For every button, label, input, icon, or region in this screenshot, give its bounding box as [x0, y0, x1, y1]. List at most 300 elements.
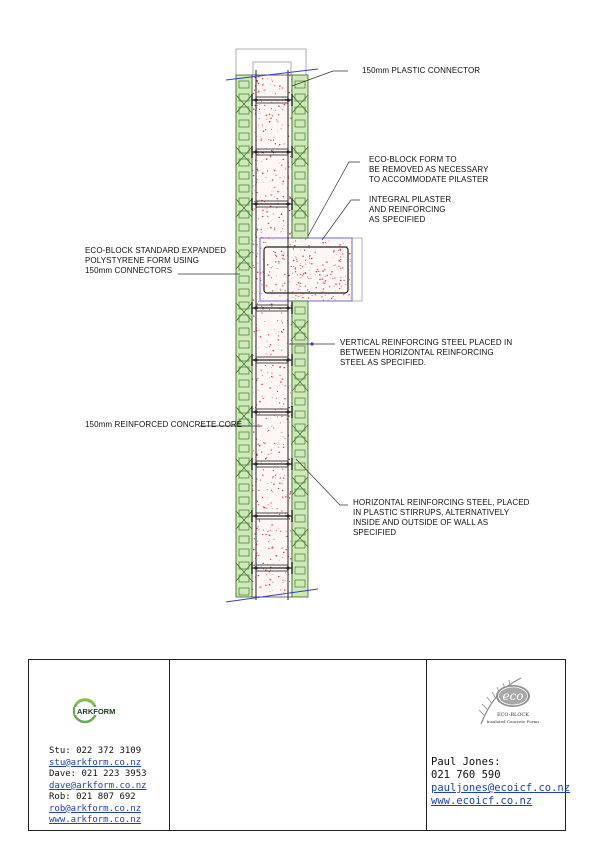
- speckle: [349, 294, 350, 295]
- speckle: [253, 108, 255, 110]
- speckle: [268, 139, 269, 140]
- speckle: [262, 309, 263, 310]
- speckle: [280, 289, 281, 290]
- speckle: [350, 259, 351, 260]
- speckle: [257, 378, 258, 379]
- speckle: [279, 483, 280, 484]
- speckle: [274, 229, 275, 230]
- speckle: [311, 263, 313, 265]
- speckle: [289, 281, 290, 282]
- speckle: [298, 282, 300, 284]
- speckle: [259, 519, 260, 520]
- contact-phone: Dave: 021 223 3953: [49, 769, 147, 779]
- speckle: [271, 129, 272, 130]
- speckle: [270, 156, 271, 157]
- speckle: [258, 92, 259, 93]
- speckle: [281, 251, 283, 253]
- speckle: [290, 386, 291, 387]
- speckle: [258, 526, 259, 527]
- speckle: [308, 245, 309, 246]
- speckle: [279, 144, 280, 145]
- speckle: [271, 373, 272, 374]
- speckle: [257, 169, 258, 170]
- speckle: [258, 153, 259, 154]
- speckle: [277, 508, 278, 509]
- speckle: [281, 462, 282, 463]
- speckle: [283, 104, 284, 105]
- speckle: [285, 580, 286, 581]
- speckle: [307, 289, 308, 290]
- speckle: [253, 431, 255, 433]
- speckle: [267, 498, 268, 499]
- speckle: [271, 80, 272, 81]
- speckle: [282, 88, 283, 89]
- speckle: [259, 109, 260, 110]
- speckle: [274, 443, 275, 444]
- speckle: [300, 292, 301, 293]
- speckle: [325, 276, 326, 277]
- speckle: [343, 280, 344, 281]
- speckle: [263, 530, 264, 531]
- speckle: [334, 286, 335, 287]
- speckle: [261, 463, 262, 464]
- speckle: [283, 592, 284, 593]
- eps-panel-right-upper: [292, 75, 308, 238]
- speckle: [253, 315, 254, 316]
- speckle: [261, 566, 262, 567]
- speckle: [276, 398, 277, 399]
- speckle: [324, 283, 325, 284]
- speckle: [256, 553, 257, 554]
- speckle: [350, 298, 351, 299]
- speckle: [282, 421, 283, 422]
- speckle: [332, 297, 333, 298]
- speckle: [267, 216, 268, 217]
- speckle: [301, 263, 302, 264]
- speckle: [264, 109, 265, 110]
- speckle: [276, 256, 277, 257]
- speckle: [281, 547, 282, 548]
- speckle: [266, 457, 267, 458]
- speckle: [289, 198, 290, 199]
- speckle: [277, 320, 278, 321]
- speckle: [308, 297, 309, 298]
- speckle: [340, 256, 341, 257]
- speckle: [278, 447, 279, 448]
- speckle: [295, 295, 296, 296]
- speckle: [265, 534, 266, 535]
- speckle: [342, 241, 343, 242]
- leader-ecoblock-removed: [308, 162, 360, 236]
- speckle: [325, 242, 326, 243]
- speckle: [277, 121, 278, 122]
- speckle: [275, 143, 276, 144]
- speckle: [254, 331, 255, 332]
- speckle: [271, 502, 272, 503]
- speckle: [275, 284, 276, 285]
- speckle: [269, 114, 271, 116]
- speckle: [265, 365, 266, 366]
- speckle: [262, 84, 263, 85]
- speckle: [266, 353, 267, 354]
- speckle: [295, 256, 296, 257]
- speckle: [290, 305, 291, 306]
- speckle: [295, 257, 296, 258]
- speckle: [329, 267, 330, 268]
- speckle: [252, 581, 253, 582]
- speckle: [345, 284, 346, 285]
- speckle: [290, 558, 291, 559]
- speckle: [340, 268, 341, 269]
- speckle: [283, 220, 284, 221]
- speckle: [282, 228, 283, 229]
- speckle: [267, 78, 268, 79]
- speckle: [277, 268, 278, 269]
- speckle: [282, 285, 283, 286]
- contact-link[interactable]: rob@arkform.co.nz: [49, 803, 142, 814]
- speckle: [291, 521, 292, 522]
- speckle: [257, 161, 258, 162]
- speckle: [272, 547, 274, 549]
- speckle: [269, 571, 270, 572]
- speckle: [253, 93, 255, 95]
- speckle: [271, 367, 272, 368]
- speckle: [257, 271, 259, 273]
- speckle: [273, 483, 275, 485]
- speckle: [315, 275, 316, 276]
- speckle: [253, 408, 254, 409]
- speckle: [309, 262, 310, 263]
- speckle: [253, 549, 255, 551]
- speckle: [336, 254, 337, 255]
- speckle: [350, 273, 351, 274]
- speckle: [339, 283, 340, 284]
- speckle: [300, 265, 301, 266]
- label-line: HORIZONTAL REINFORCING STEEL, PLACED: [353, 498, 530, 507]
- speckle: [258, 575, 259, 576]
- speckle: [322, 242, 324, 244]
- speckle: [283, 253, 284, 254]
- speckle: [262, 534, 263, 535]
- speckle: [284, 283, 285, 284]
- speckle: [259, 401, 261, 403]
- speckle: [259, 111, 260, 112]
- speckle: [278, 146, 279, 147]
- speckle: [276, 75, 277, 76]
- speckle: [292, 273, 293, 274]
- speckle: [288, 125, 289, 126]
- speckle: [267, 489, 268, 490]
- speckle: [281, 510, 282, 511]
- speckle: [350, 284, 351, 285]
- speckle: [277, 131, 278, 132]
- speckle: [305, 286, 306, 287]
- speckle: [307, 276, 308, 277]
- speckle: [281, 213, 282, 214]
- speckle: [277, 391, 278, 392]
- speckle: [300, 286, 301, 287]
- speckle: [261, 551, 262, 552]
- speckle: [289, 497, 290, 498]
- speckle: [262, 126, 263, 127]
- speckle: [340, 259, 341, 260]
- speckle: [284, 590, 285, 591]
- eco-contact: [431, 756, 570, 808]
- speckle: [273, 470, 274, 471]
- speckle: [270, 579, 271, 580]
- speckle: [261, 451, 262, 452]
- speckle: [259, 413, 260, 414]
- speckle: [258, 90, 259, 91]
- speckle: [274, 329, 275, 330]
- speckle: [288, 575, 289, 576]
- speckle: [253, 564, 255, 566]
- speckle: [288, 407, 290, 409]
- speckle: [254, 90, 255, 91]
- speckle: [271, 449, 272, 450]
- speckle: [274, 137, 275, 138]
- speckle: [290, 118, 291, 119]
- speckle: [258, 83, 259, 84]
- speckle: [261, 161, 262, 162]
- contact-website-link[interactable]: www.ecoicf.co.nz: [431, 795, 533, 807]
- speckle: [322, 279, 323, 280]
- speckle: [270, 121, 271, 122]
- speckle: [261, 229, 262, 230]
- speckle: [279, 163, 280, 164]
- speckle: [257, 201, 258, 202]
- speckle: [268, 534, 269, 535]
- speckle: [272, 365, 273, 366]
- speckle: [267, 208, 268, 209]
- speckle: [258, 424, 259, 425]
- speckle: [281, 416, 282, 417]
- speckle: [286, 531, 287, 532]
- speckle: [325, 280, 326, 281]
- speckle: [280, 531, 281, 532]
- speckle: [286, 536, 287, 537]
- speckle: [284, 475, 285, 476]
- speckle: [276, 530, 277, 531]
- speckle: [282, 384, 283, 385]
- speckle: [301, 241, 302, 242]
- speckle: [254, 77, 255, 78]
- speckle: [257, 541, 258, 542]
- speckle: [342, 254, 343, 255]
- speckle: [289, 422, 290, 423]
- speckle: [254, 190, 255, 191]
- speckle: [298, 296, 299, 297]
- speckle: [259, 426, 260, 427]
- speckle: [258, 330, 259, 331]
- speckle: [272, 590, 273, 591]
- speckle: [257, 105, 258, 106]
- speckle: [279, 444, 280, 445]
- label-line: VERTICAL REINFORCING STEEL PLACED IN: [340, 338, 513, 347]
- speckle: [270, 527, 271, 528]
- speckle: [261, 312, 262, 313]
- speckle: [274, 197, 275, 198]
- speckle: [253, 299, 254, 300]
- speckle: [259, 105, 260, 106]
- speckle: [267, 170, 268, 171]
- speckle: [254, 423, 255, 424]
- speckle: [323, 264, 324, 265]
- speckle: [282, 125, 283, 126]
- speckle: [282, 184, 283, 185]
- speckle: [267, 341, 268, 342]
- speckle: [311, 278, 312, 279]
- speckle: [276, 207, 277, 208]
- speckle: [309, 258, 310, 259]
- speckle: [340, 267, 341, 268]
- speckle: [280, 290, 281, 291]
- speckle: [258, 390, 259, 391]
- speckle: [265, 129, 266, 130]
- speckle: [280, 107, 281, 108]
- contact-email-link[interactable]: pauljones@ecoicf.co.nz: [431, 782, 571, 794]
- speckle: [323, 288, 324, 289]
- speckle: [253, 364, 254, 365]
- label-line: STEEL AS SPECIFIED.: [340, 358, 427, 367]
- speckle: [283, 477, 284, 478]
- label-line: 150mm CONNECTORS: [85, 266, 173, 275]
- speckle: [282, 254, 283, 255]
- contact-link[interactable]: www.arkform.co.nz: [49, 815, 142, 825]
- speckle: [332, 257, 333, 258]
- speckle: [259, 118, 260, 119]
- speckle: [315, 294, 316, 295]
- speckle: [271, 482, 272, 483]
- speckle: [300, 277, 301, 278]
- speckle: [278, 528, 279, 529]
- eps-panel-right-lower: [292, 301, 308, 597]
- speckle: [290, 156, 291, 157]
- speckle: [259, 450, 260, 451]
- speckle: [259, 529, 260, 530]
- speckle: [270, 181, 271, 182]
- speckle: [257, 170, 258, 171]
- speckle: [267, 132, 268, 133]
- speckle: [299, 286, 300, 287]
- speckle: [263, 259, 264, 260]
- speckle: [268, 541, 269, 542]
- speckle: [257, 160, 258, 161]
- speckle: [273, 140, 274, 141]
- speckle: [271, 228, 272, 229]
- speckle: [271, 426, 272, 427]
- speckle: [285, 293, 286, 294]
- speckle: [253, 175, 254, 176]
- speckle: [303, 293, 304, 294]
- speckle: [350, 261, 351, 262]
- speckle: [261, 284, 262, 285]
- speckle: [254, 534, 255, 535]
- speckle: [344, 293, 345, 294]
- speckle: [265, 584, 266, 585]
- speckle: [333, 250, 334, 251]
- speckle: [317, 269, 318, 270]
- speckle: [276, 289, 277, 290]
- speckle: [302, 255, 304, 257]
- speckle: [305, 260, 306, 261]
- label-line: AND REINFORCING: [369, 205, 446, 214]
- speckle: [322, 291, 324, 293]
- speckle: [283, 196, 285, 198]
- speckle: [268, 334, 269, 335]
- speckle: [300, 250, 301, 251]
- speckle: [278, 331, 279, 332]
- speckle: [319, 279, 321, 281]
- speckle: [262, 272, 263, 273]
- speckle: [285, 589, 286, 590]
- speckle: [285, 290, 286, 291]
- speckle: [269, 539, 270, 540]
- speckle: [273, 350, 275, 352]
- title-block-divider: [169, 660, 170, 830]
- speckle: [280, 231, 281, 232]
- speckle: [293, 266, 294, 267]
- speckle: [279, 560, 280, 561]
- speckle: [273, 150, 274, 151]
- speckle: [292, 293, 293, 294]
- speckle: [276, 275, 277, 276]
- speckle: [283, 582, 284, 583]
- speckle: [278, 451, 280, 453]
- speckle: [268, 275, 269, 276]
- speckle: [338, 250, 339, 251]
- speckle: [282, 490, 283, 491]
- speckle: [262, 497, 263, 498]
- speckle: [266, 158, 268, 160]
- speckle: [289, 233, 290, 234]
- speckle: [259, 290, 260, 291]
- speckle: [279, 296, 280, 297]
- eco-tagline-text: Insulated Concrete Forms: [486, 719, 540, 724]
- speckle: [343, 294, 344, 295]
- speckle: [270, 570, 271, 571]
- contact-link[interactable]: stu@arkform.co.nz: [49, 757, 142, 768]
- speckle: [277, 101, 278, 102]
- speckle: [278, 114, 279, 115]
- speckle: [264, 321, 265, 322]
- speckle: [272, 582, 273, 583]
- speckle: [309, 291, 310, 292]
- speckle: [259, 238, 260, 239]
- speckle: [310, 275, 311, 276]
- speckle: [272, 477, 273, 478]
- speckle: [266, 574, 267, 575]
- speckle: [253, 265, 254, 266]
- speckle: [283, 552, 284, 553]
- speckle: [335, 265, 336, 266]
- speckle: [278, 442, 279, 443]
- speckle: [269, 271, 270, 272]
- speckle: [264, 182, 265, 183]
- speckle: [342, 267, 343, 268]
- speckle: [339, 288, 340, 289]
- contact-name: Paul Jones:: [431, 756, 501, 768]
- speckle: [260, 586, 261, 587]
- speckle: [279, 85, 280, 86]
- speckle: [282, 332, 283, 333]
- label-line: ECO-BLOCK FORM TO: [369, 155, 457, 164]
- contact-link[interactable]: dave@arkform.co.nz: [49, 780, 147, 791]
- speckle: [271, 277, 272, 278]
- speckle: [267, 483, 268, 484]
- label-line: AS SPECIFIED: [369, 215, 426, 224]
- speckle: [278, 345, 279, 346]
